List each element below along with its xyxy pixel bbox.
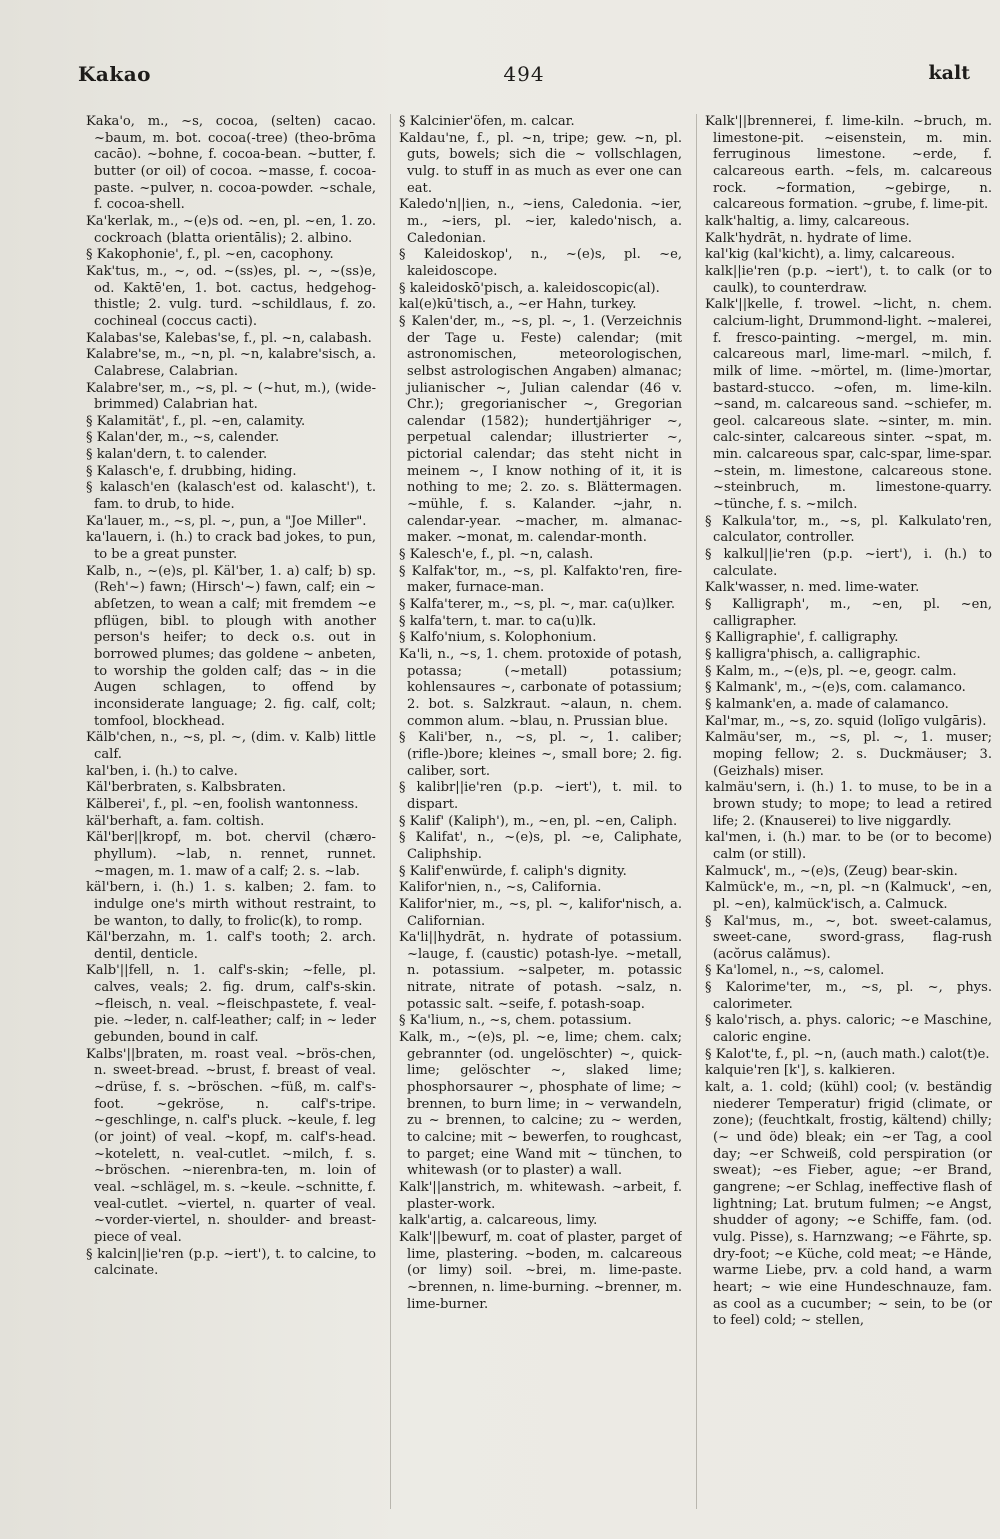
dictionary-entry: Kalifor'nien, n., ~s, California.	[399, 880, 602, 896]
dictionary-entry: kal'men, i. (h.) mar. to be (or to become) calm (or still).	[705, 830, 992, 862]
dictionary-entry: § Kalligraphie', f. calligraphy.	[705, 630, 899, 646]
dictionary-entry: § Kalfo'nium, s. Kolophonium.	[399, 630, 597, 646]
dictionary-entry: § Kalfa'terer, m., ~s, pl. ~, mar. ca(u)lker.	[399, 597, 676, 613]
dictionary-entry: § Kalmank', m., ~(e)s, com. calamanco.	[705, 680, 966, 696]
dictionary-entry: § kalkul||ie'ren (p.p. ~iert'), i. (h.) to calculate.	[705, 547, 992, 579]
dictionary-entry: § Kalan'der, m., ~s, calender.	[86, 430, 280, 446]
entry-columns	[86, 114, 992, 1509]
running-head	[78, 62, 970, 98]
page-number: 494	[503, 62, 545, 86]
dictionary-entry: Käl'berbraten, s. Kalbsbraten.	[86, 780, 286, 796]
dictionary-entry: § kalibr||ie'ren (p.p. ~iert'), t. mil. to dispart.	[399, 780, 682, 812]
dictionary-entry: Kalk'||anstrich, m. whitewash. ~arbeit, f. plaster-work.	[399, 1180, 682, 1212]
dictionary-entry: Kal'mar, m., ~s, zo. squid (lolīgo vulgāris).	[705, 713, 987, 729]
dictionary-entry: § kalan'dern, t. to calender.	[86, 447, 268, 463]
dictionary-entry: § Kalifat', n., ~(e)s, pl. ~e, Caliphate, Caliphship.	[399, 830, 682, 862]
dictionary-entry: § Kali'ber, n., ~s, pl. ~, 1. caliber; (rifle-)bore; kleines ~, small bore; 2. fig. caliber, sort.	[399, 730, 682, 779]
dictionary-entry: Kalk'wasser, n. med. lime-water.	[705, 580, 920, 596]
dictionary-entry: § Kalligraph', m., ~en, pl. ~en, calligrapher.	[705, 597, 992, 629]
dictionary-entry: Kaka'o, m., ~s, cocoa, (selten) cacao. ~baum, m. bot. cocoa(-tree) (theo-brōma cacāo). ~bohne, f. cocoa-bean. ~butter, f. butter (or oil) of cocoa. ~masse, f. cocoa-paste. ~pulver, n. cocoa-powder. ~schale, f. cocoa-shell.	[86, 114, 376, 213]
dictionary-entry: Kalifor'nier, m., ~s, pl. ~, kalifor'nisch, a. Californian.	[399, 896, 682, 929]
dictionary-entry: § Kalesch'e, f., pl. ~n, calash.	[399, 547, 594, 563]
dictionary-entry: § Kalcinier'öfen, m. calcar.	[399, 114, 575, 129]
dictionary-entry: Kalmück'e, m., ~n, pl. ~n (Kalmuck', ~en, pl. ~en), kalmück'isch, a. Calmuck.	[705, 880, 992, 912]
column-middle	[390, 114, 682, 1509]
dictionary-entry: kal'kig (kal'kicht), a. limy, calcareous.	[705, 247, 955, 263]
dictionary-entry: § Ka'lium, n., ~s, chem. potassium.	[399, 1013, 632, 1029]
dictionary-entry: Kaldau'ne, f., pl. ~n, tripe; gew. ~n, pl. guts, bowels; sich die ~ vollschlagen, vulg. to stuff in as much as ever one can eat.	[399, 130, 682, 196]
column-right	[696, 114, 992, 1509]
dictionary-entry: Kälb'chen, n., ~s, pl. ~, (dim. v. Kalb) little calf.	[86, 730, 376, 762]
dictionary-entry: Ka'lauer, m., ~s, pl. ~, pun, a "Joe Miller".	[86, 513, 367, 529]
dictionary-entry: kalk||ie'ren (p.p. ~iert'), t. to calk (or to caulk), to counterdraw.	[705, 263, 992, 296]
dictionary-entry: Ka'li||hydrāt, n. hydrate of potassium. ~lauge, f. (caustic) potash-lye. ~metall, n. potassium. ~salpeter, m. potassic nitrate, nitrate of potash. ~salz, n. potassic salt. ~seife, f. potash-soap.	[399, 930, 682, 1012]
dictionary-entry: § Ka'lomel, n., ~s, calomel.	[705, 963, 885, 979]
dictionary-entry: § kalfa'tern, t. mar. to ca(u)lk.	[399, 613, 597, 629]
dictionary-entry: Kalabre'se, m., ~n, pl. ~n, kalabre'sisch, a. Calabrese, Calabrian.	[86, 347, 376, 379]
dictionary-entry: ka'lauern, i. (h.) to crack bad jokes, to pun, to be a great punster.	[86, 530, 376, 563]
dictionary-entry: kalquie'ren [k'], s. kalkieren.	[705, 1063, 896, 1079]
dictionary-entry: § kalo'risch, a. phys. caloric; ~e Maschine, caloric engine.	[705, 1013, 992, 1046]
dictionary-entry: Kalmäu'ser, m., ~s, pl. ~, 1. muser; moping fellow; 2. s. Duckmäuser; 3. (Geizhals) miser.	[705, 730, 992, 779]
dictionary-entry: Kalbs'||braten, m. roast veal. ~brös-chen, n. sweet-bread. ~brust, f. breast of veal. ~drüse, f. s. ~bröschen. ~füß, m. calf's-foot. ~gekröse, n. calf's-tripe. ~geschlinge, n. calf's pluck. ~keule, f. leg (or joint) of veal. ~kopf, m. calf's-head. ~kotelett, n. veal-cutlet. ~milch, f. s. ~bröschen. ~nierenbra-ten, m. loin of veal. ~schlägel, m. s. ~keule. ~schnitte, f. veal-cutlet. ~viertel, n. quarter of veal. ~vorder-viertel, n. shoulder- and breast-piece of veal.	[86, 1046, 376, 1245]
dictionary-entry: käl'bern, i. (h.) 1. s. kalben; 2. fam. to indulge one's mirth without restraint, to be wanton, to dally, to frolic(k), to romp.	[86, 880, 376, 929]
dictionary-entry: Ka'li, n., ~s, 1. chem. protoxide of potash, potassa; (~metall) potassium; kohlensaures ~, carbonate of potassium; 2. bot. s. Salzkraut. ~alaun, n. chem. common alum. ~blau, n. Prussian blue.	[399, 647, 682, 729]
dictionary-entry: § Kalorime'ter, m., ~s, pl. ~, phys. calorimeter.	[705, 980, 992, 1012]
dictionary-entry: Kalabas'se, Kalebas'se, f., pl. ~n, calabash.	[86, 330, 372, 346]
dictionary-entry: § Kaleidoskop', n., ~(e)s, pl. ~e, kaleidoscope.	[399, 247, 682, 279]
dictionary-entry: § Kalfak'tor, m., ~s, pl. Kalfakto'ren, fire-maker, furnace-man.	[399, 563, 682, 596]
dictionary-entry: Kalb, n., ~(e)s, pl. Käl'ber, 1. a) calf; b) sp. (Reh'~) fawn; (Hirsch'~) fawn, calf; ein ~ abſetzen, to wean a calf; mit fremdem ~e pflügen, bibl. to plough with another person's heifer; to deck o.s. out in borrowed plumes; das goldene ~ anbeten, to worship the golden calf; das ~ in die Augen schlagen, to offend by inconsiderate language; 2. fig. calf, colt; tomfool, blockhead.	[86, 563, 376, 729]
dictionary-entry: § Kalif' (Kaliph'), m., ~en, pl. ~en, Caliph.	[399, 813, 678, 829]
dictionary-entry: Ka'kerlak, m., ~(e)s od. ~en, pl. ~en, 1. zo. cockroach (blatta orientālis); 2. albino.	[86, 213, 376, 246]
dictionary-entry: § Kalif'enwürde, f. caliph's dignity.	[399, 863, 627, 879]
dictionary-entry: käl'berhaft, a. fam. coltish.	[86, 813, 265, 829]
dictionary-entry: kal(e)kū'tisch, a., ~er Hahn, turkey.	[399, 297, 637, 313]
dictionary-entry: § Kakophonie', f., pl. ~en, cacophony.	[86, 247, 334, 263]
dictionary-entry: § kalasch'en (kalasch'est od. kalascht'), t. fam. to drub, to hide.	[86, 480, 376, 513]
dictionary-entry: § Kalkula'tor, m., ~s, pl. Kalkulato'ren, calculator, controller.	[705, 513, 992, 546]
dictionary-entry: Kaledo'n||ien, n., ~iens, Caledonia. ~ier, m., ~iers, pl. ~ier, kaledo'nisch, a. Caledonian.	[399, 197, 682, 246]
dictionary-entry: § Kalasch'e, f. drubbing, hiding.	[86, 463, 297, 479]
dictionary-entry: Kalk, m., ~(e)s, pl. ~e, lime; chem. calx; gebrannter (od. ungelöschter) ~, quick-lime; gelöschter ~, slaked lime; phosphorsaurer ~, phosphate of lime; ~ brennen, to burn lime; in ~ verwandeln, zu ~ brennen, to calcine; zu ~ werden, to calcine; mit ~ bewerfen, to roughcast, to parget; eine Wand mit ~ tünchen, to whitewash (or to plaster) a wall.	[399, 1030, 682, 1179]
dictionary-entry: kalmäu'sern, i. (h.) 1. to muse, to be in a brown study; to mope; to lead a retired life; 2. (Knauserei) to live niggardly.	[705, 780, 992, 829]
guide-word-right: kalt	[928, 62, 970, 84]
dictionary-entry: Kälberei', f., pl. ~en, foolish wantonness.	[86, 796, 359, 812]
dictionary-entry: kalt, a. 1. cold; (kühl) cool; (v. beständig niederer Temperatur) frigid (climate, or zone); (feuchtkalt, frostig, kältend) chilly; (~ und öde) bleak; ein ~er Tag, a cool day; ~er Schweiß, cold perspiration (or sweat); ~es Fieber, ague; ~er Brand, gangrene; ~er Schlag, ineffective flash of lightning; Lat. brutum fulmen; ~e Angst, shudder of agony; ~e Schiffe, fam. (od. vulg. Pisse), s. Harnzwang; ~e Fährte, sp. dry-foot; ~e Küche, cold meat; ~e Hände, warme Liebe, prv. a cold hand, a warm heart; ~ wie eine Hundeschnauze, fam. as cool as a cucumber; ~ sein, to be (or to feel) cold; ~ stellen,	[705, 1080, 992, 1329]
dictionary-entry: § Kalm, m., ~(e)s, pl. ~e, geogr. calm.	[705, 663, 957, 679]
dictionary-entry: kalk'artig, a. calcareous, limy.	[399, 1213, 598, 1229]
dictionary-entry: § kaleidoskō'pisch, a. kaleidoscopic(al).	[399, 280, 660, 296]
dictionary-entry: § Kalot'te, f., pl. ~n, (auch math.) calot(t)e.	[705, 1046, 990, 1062]
dictionary-entry: Kalmuck', m., ~(e)s, (Zeug) bear-skin.	[705, 863, 958, 879]
dictionary-entry: kal'ben, i. (h.) to calve.	[86, 763, 238, 779]
dictionary-entry: Kalk'||brennerei, f. lime-kiln. ~bruch, m. limestone-pit. ~eisenstein, m. min. ferruginous limestone. ~erde, f. calcareous earth. ~fels, m. calcareous rock. ~formation, ~gebirge, n. calcareous formation. ~grube, f. lime-pit.	[705, 114, 992, 213]
dictionary-entry: § kalligra'phisch, a. calligraphic.	[705, 647, 921, 662]
dictionary-entry: Kalb'||fell, n. 1. calf's-skin; ~felle, pl. calves, veals; 2. fig. drum, calf's-skin. ~fleisch, n. veal. ~fleischpastete, f. veal-pie. ~leder, n. calf-leather; calf; in ~ leder gebunden, bound in calf.	[86, 963, 376, 1046]
dictionary-entry: § kalcin||ie'ren (p.p. ~iert'), t. to calcine, to calcinate.	[86, 1246, 376, 1279]
dictionary-entry: Kalabre'ser, m., ~s, pl. ~ (~hut, m.), (wide-brimmed) Calabrian hat.	[86, 380, 376, 413]
dictionary-entry: Kalk'||kelle, f. trowel. ~licht, n. chem. calcium-light, Drummond-light. ~malerei, f. fresco-painting. ~mergel, m. min. calcareous marl, lime-marl. ~milch, f. milk of lime. ~mörtel, m. (lime-)mortar, bastard-stucco. ~ofen, m. lime-kiln. ~sand, m. calcareous sand. ~schiefer, m. geol. calcareous slate. ~sinter, m. min. calc-sinter, calcareous sinter. ~spat, m. min. calcareous spar, calc-spar, lime-spar. ~stein, m. limestone, calcareous stone. ~steinbruch, m. limestone-quarry. ~tünche, f. s. ~milch.	[705, 297, 992, 513]
dictionary-entry: Kak'tus, m., ~, od. ~(ss)es, pl. ~, ~(ss)e, od. Kaktē'en, 1. bot. cactus, hedgehog-thistle; 2. vulg. turd. ~schildlaus, f. zo. cochineal (coccus cacti).	[86, 263, 376, 329]
dictionary-entry: § kalmank'en, a. made of calamanco.	[705, 696, 949, 712]
dictionary-entry: § Kalamität', f., pl. ~en, calamity.	[86, 413, 306, 429]
dictionary-entry: Kalk'||bewurf, m. coat of plaster, parget of lime, plastering. ~boden, m. calcareous (or limy) soil. ~brei, m. lime-paste. ~brennen, n. lime-burning. ~brenner, m. lime-burner.	[399, 1229, 682, 1312]
dictionary-entry: § Kalen'der, m., ~s, pl. ~, 1. (Verzeichnis der Tage u. Feste) calendar; (mit astronomischen, meteorologischen, selbst astrologischen Angaben) almanac; julianischer ~, Julian calendar (46 v. Chr.); gregorianischer ~, Gregorian calendar (1582); hundertjähriger ~, perpetual calendar; illustrierter ~, pictorial calendar; das steht nicht in meinem ~, I know nothing of it, it is nothing to me; 2. zo. s. Blättermagen. ~mühle, f. s. Kalander. ~jahr, n. calendar-year. ~macher, m. almanac-maker. ~monat, m. calendar-month.	[399, 313, 682, 546]
guide-word-left: Kakao	[78, 62, 151, 86]
dictionary-entry: § Kal'mus, m., ~, bot. sweet-calamus, sweet-cane, sword-grass, flag-rush (acŏrus calămus).	[705, 913, 992, 962]
dictionary-entry: Käl'ber||kropf, m. bot. chervil (chæro-phyllum). ~lab, n. rennet, runnet. ~magen, m. 1. maw of a calf; 2. s. ~lab.	[86, 830, 376, 879]
dictionary-entry: Kalk'hydrāt, n. hydrate of lime.	[705, 230, 912, 246]
dictionary-entry: Käl'berzahn, m. 1. calf's tooth; 2. arch. dentil, denticle.	[86, 930, 376, 962]
dictionary-entry: kalk'haltig, a. limy, calcareous.	[705, 213, 910, 229]
column-left	[86, 114, 376, 1509]
